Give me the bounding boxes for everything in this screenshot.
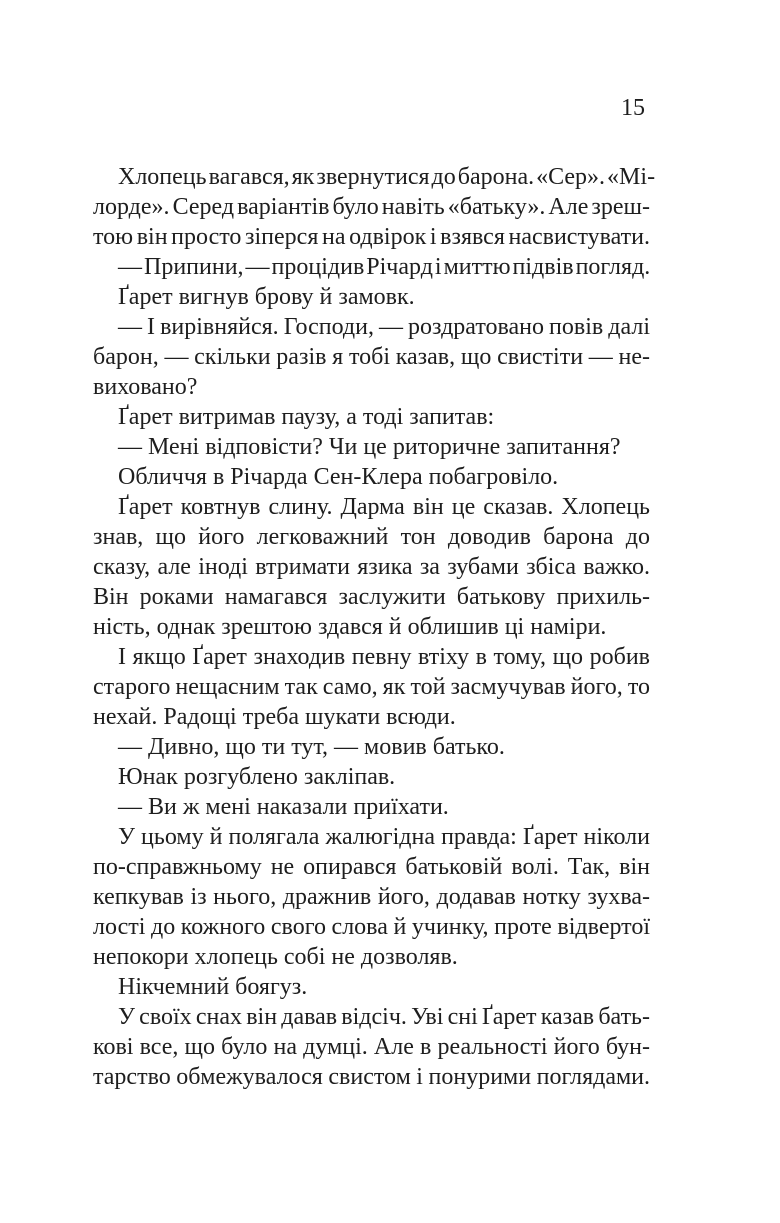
paragraph — [93, 642, 650, 732]
text-line: Обличчя в Річарда Сен-Клера побагровіло. — [118, 464, 559, 490]
text-line: Він роками намагався заслужити батькову прихиль- — [93, 584, 650, 610]
text-line: барон, — скільки разів я тобі казав, що свистіти — не- — [93, 344, 651, 370]
paragraph — [93, 732, 650, 762]
paragraph — [93, 162, 656, 252]
text-line: по-справжньому не опирався батьковій волі. Так, він — [93, 854, 650, 880]
text-line: лості до кожного свого слова й учинку, проте відвертої — [93, 914, 650, 940]
paragraph — [93, 492, 650, 642]
text-line: сказу, але іноді втримати язика за зубами збіса важко. — [93, 554, 650, 580]
text-line: виховано? — [93, 374, 198, 400]
text-line: Хлопець вагався, як звернутися до барона. «Сер». «Мі- — [118, 164, 656, 190]
paragraph — [93, 432, 650, 462]
text-line: І якщо Ґарет знаходив певну втіху в тому, що робив — [118, 644, 650, 670]
text-line: Ґарет витримав паузу, а тоді запитав: — [118, 404, 495, 430]
text-line: ність, однак зрештою здався й облишив ці наміри. — [93, 614, 607, 640]
text-line: Ґарет ковтнув слину. Дарма він це сказав. Хлопець — [118, 494, 650, 520]
paragraph — [93, 462, 650, 492]
paragraph — [93, 282, 650, 312]
text-line: тою він просто зіперся на одвірок і взявся насвистувати. — [93, 224, 650, 250]
text-line: кепкував із нього, дражнив його, додавав нотку зухва- — [93, 884, 650, 910]
text-line: Юнак розгублено закліпав. — [118, 764, 396, 790]
text-line: старого нещасним так само, як той засмучував його, то — [93, 674, 650, 700]
text-line: — Ви ж мені наказали приїхати. — [118, 794, 449, 820]
text-line: — Мені відповісти? Чи це риторичне запитання? — [118, 434, 621, 460]
paragraph — [93, 822, 650, 972]
paragraph — [93, 1002, 650, 1092]
paragraph — [93, 252, 650, 282]
text-line: — Припини, — процідив Річард і миттю підвів погляд. — [118, 254, 651, 280]
text-line: кові все, що було на думці. Але в реальності його бун- — [93, 1034, 650, 1060]
paragraph — [93, 762, 650, 792]
paragraph — [93, 792, 650, 822]
text-line: — І вирівняйся. Господи, — роздратовано повів далі — [118, 314, 650, 340]
text-line: Ґарет вигнув брову й замовк. — [118, 284, 415, 310]
paragraph — [93, 402, 650, 432]
text-line: У своїх снах він давав відсіч. Уві сні Ґарет казав бать- — [118, 1004, 650, 1030]
paragraph — [93, 972, 650, 1002]
text-line: лорде». Серед варіантів було навіть «батьку». Але зреш- — [93, 194, 650, 220]
text-line: — Дивно, що ти тут, — мовив батько. — [118, 734, 505, 760]
text-line: знав, що його легковажний тон доводив барона до — [93, 524, 650, 550]
text-line: нехай. Радощі треба шукати всюди. — [93, 704, 456, 730]
page-text — [93, 162, 656, 1092]
text-line: непокори хлопець собі не дозволяв. — [93, 944, 458, 970]
text-line: Нікчемний боягуз. — [118, 974, 308, 1000]
text-line: У цьому й полягала жалюгідна правда: Ґарет ніколи — [118, 824, 650, 850]
text-line: тарство обмежувалося свистом і понурими поглядами. — [93, 1064, 650, 1090]
page-number: 15 — [621, 95, 645, 121]
paragraph — [93, 312, 650, 402]
